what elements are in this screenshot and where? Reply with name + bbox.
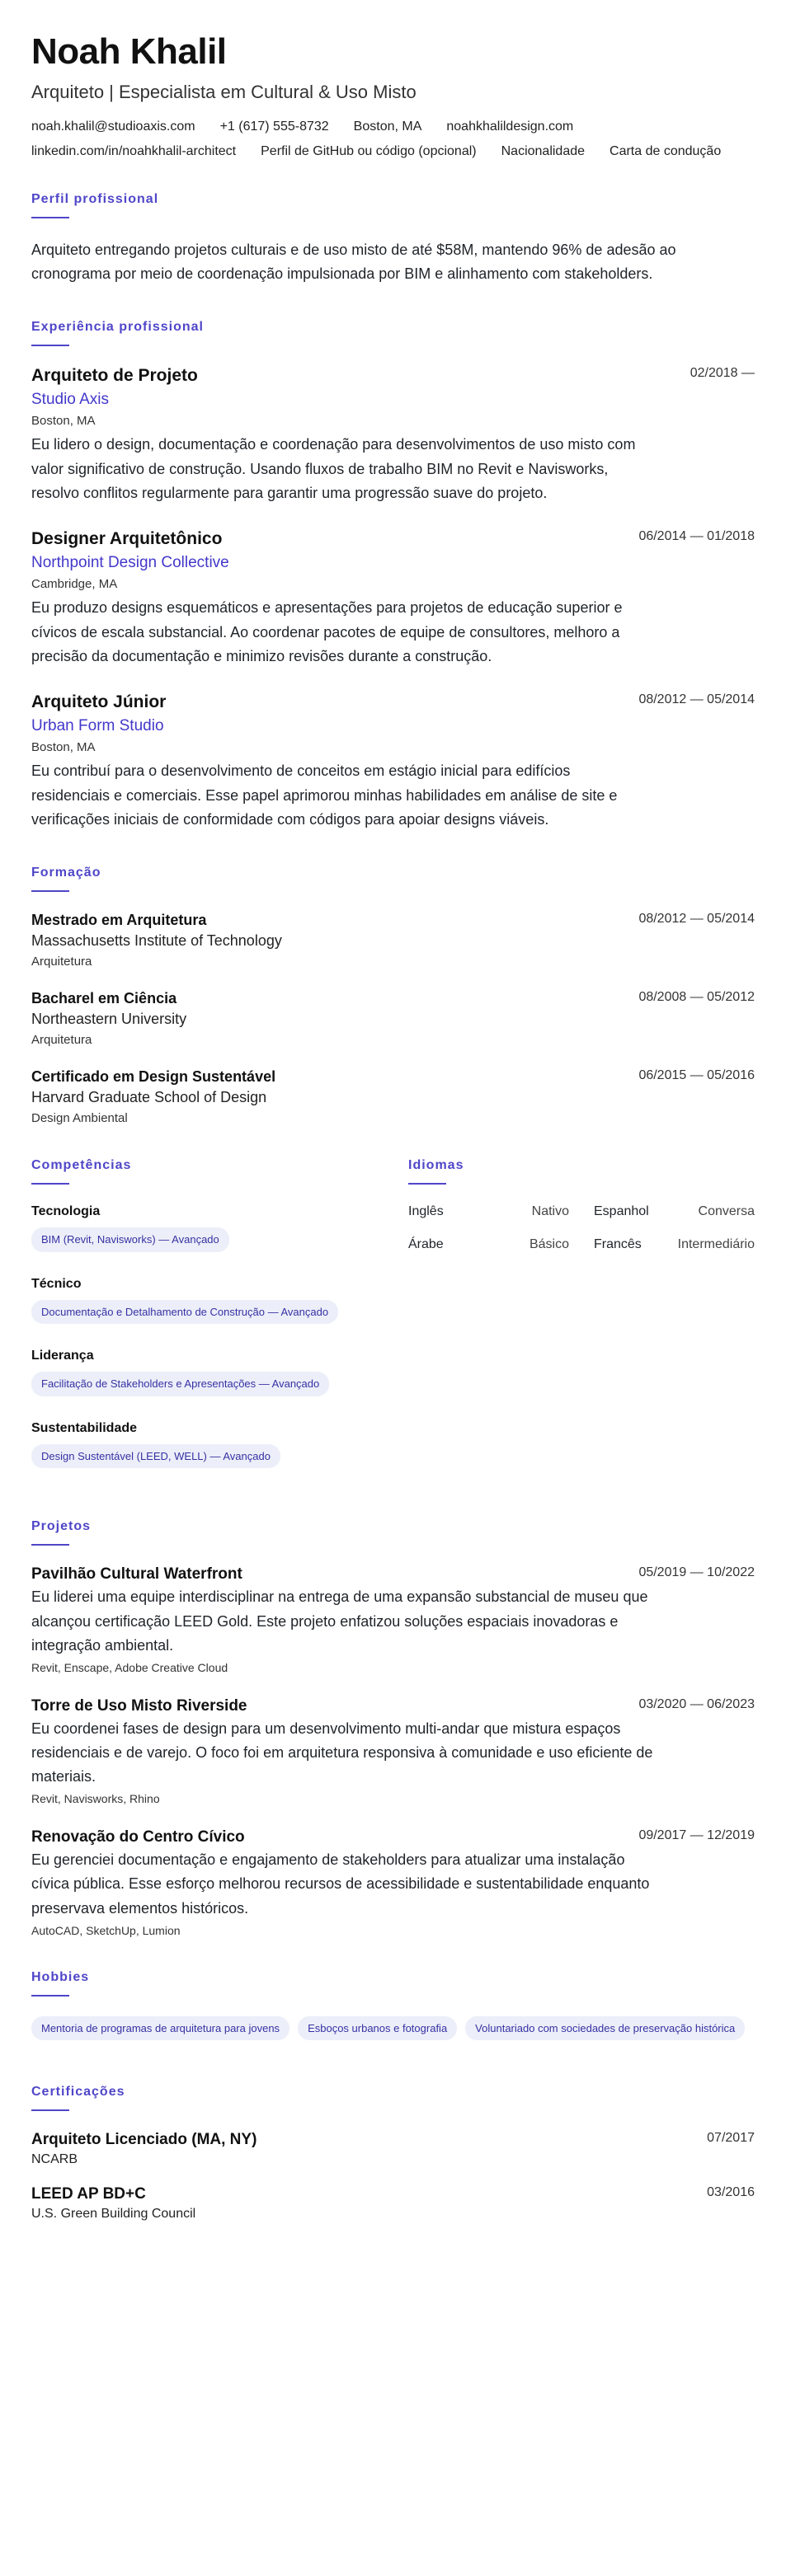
job-dates: 08/2012 — 05/2014 [638, 692, 755, 707]
language-list [408, 1204, 755, 1252]
hobbies-section [31, 1970, 755, 2053]
project-title: Pavilhão Cultural Waterfront [31, 1565, 242, 1584]
skill-category: Técnico [31, 1276, 82, 1291]
contact-nationality: Nacionalidade [501, 143, 586, 158]
section-divider [31, 1183, 69, 1185]
skills-languages-section [31, 1158, 755, 1486]
language-level: Intermediário [677, 1237, 755, 1252]
job-location: Cambridge, MA [31, 577, 118, 592]
skill-tag: Documentação e Detalhamento de Construção — Avançado [31, 1300, 338, 1325]
job-description: Eu produzo designs esquemáticos e apresentações para projetos de educação superior e cívicos de escala substancial. Ao coordenar pacotes de equipe de consultores, melhoro a precisão da documentação e minimizo revisões durante a construção. [31, 599, 623, 665]
contact-email[interactable]: noah.khalil@studioaxis.com [31, 119, 195, 134]
language-level: Conversa [698, 1204, 755, 1219]
hobby-tag: Voluntariado com sociedades de preservação histórica [465, 2016, 745, 2041]
job-entry [31, 366, 755, 506]
job-dates: 02/2018 — [690, 365, 755, 380]
certification-name: LEED AP BD+C [31, 2185, 146, 2203]
job-location: Boston, MA [31, 740, 96, 755]
certification-org: U.S. Green Building Council [31, 2207, 196, 2222]
project-entry [31, 1697, 755, 1805]
project-description: Eu coordenei fases de design para um desenvolvimento multi-andar que mistura espaços residenciais e de varejo. O foco foi em arquitetura responsiva à comunidade e uso eficiente de materiais. [31, 1720, 653, 1785]
experience-section [31, 320, 755, 833]
certification-org: NCARB [31, 2152, 78, 2167]
section-divider [31, 1995, 69, 1997]
section-divider [31, 890, 69, 892]
education-degree: Bacharel em Ciência [31, 990, 177, 1007]
language-item [408, 1204, 569, 1219]
projects-section [31, 1519, 755, 1936]
section-divider [31, 217, 69, 218]
language-item [408, 1237, 569, 1252]
skill-tag: Design Sustentável (LEED, WELL) — Avançado [31, 1444, 280, 1469]
language-item [594, 1204, 755, 1219]
job-title: Designer Arquitetônico [31, 529, 223, 549]
skill-tag: Facilitação de Stakeholders e Apresentações — Avançado [31, 1372, 329, 1396]
job-entry [31, 692, 755, 833]
section-title: Perfil profissional [31, 191, 159, 206]
project-tools: AutoCAD, SketchUp, Lumion [31, 1923, 181, 1937]
education-entry [31, 1068, 755, 1125]
job-company: Urban Form Studio [31, 717, 164, 735]
project-title: Torre de Uso Misto Riverside [31, 1696, 247, 1715]
skill-category: Liderança [31, 1349, 94, 1363]
certification-name: Arquiteto Licenciado (MA, NY) [31, 2131, 257, 2149]
profile-summary: Arquiteto entregando projetos culturais e de uso misto de até $58M, mantendo 96% de adesão ao cronograma por meio de coordenação impulsionada por BIM e alinhamento com stakeholders. [31, 241, 676, 283]
education-entry [31, 990, 755, 1047]
candidate-subtitle: Arquiteto | Especialista em Cultural & Uso Misto [31, 81, 417, 102]
certification-entry [31, 2185, 755, 2222]
education-school: Northeastern University [31, 1011, 187, 1028]
candidate-name: Noah Khalil [31, 31, 227, 72]
section-title: Certificações [31, 2085, 125, 2100]
education-dates: 06/2015 — 05/2016 [638, 1068, 755, 1083]
skill-category: Sustentabilidade [31, 1420, 138, 1435]
language-name: Espanhol [594, 1204, 649, 1219]
section-title: Experiência profissional [31, 319, 204, 334]
project-dates: 03/2020 — 06/2023 [638, 1696, 755, 1711]
contact-driving-license: Carta de condução [610, 143, 722, 158]
education-field: Design Ambiental [31, 1111, 128, 1126]
job-entry [31, 529, 755, 669]
project-tools: Revit, Navisworks, Rhino [31, 1792, 160, 1806]
education-degree: Certificado em Design Sustentável [31, 1068, 276, 1086]
certifications-section [31, 2085, 755, 2222]
contact-github[interactable]: Perfil de GitHub ou código (opcional) [261, 143, 477, 158]
job-company: Northpoint Design Collective [31, 554, 229, 572]
contact-location: Boston, MA [353, 119, 422, 134]
education-dates: 08/2012 — 05/2014 [638, 912, 755, 927]
language-name: Inglês [408, 1204, 444, 1219]
section-title: Hobbies [31, 1969, 90, 1984]
job-dates: 06/2014 — 01/2018 [638, 529, 755, 544]
language-level: Básico [529, 1237, 569, 1252]
language-level: Nativo [531, 1204, 569, 1219]
contact-list [31, 120, 755, 159]
job-description: Eu contribuí para o desenvolvimento de conceitos em estágio inicial para edifícios residenciais e comerciais. Esse papel aprimorou minhas habilidades em análise de site e verificações iniciais de conformidade com códigos para apoiar designs viáveis. [31, 762, 618, 828]
skills-column [31, 1158, 378, 1486]
education-section [31, 866, 755, 1125]
language-name: Francês [594, 1237, 642, 1252]
section-title: Competências [31, 1158, 132, 1173]
contact-website[interactable]: noahkhalildesign.com [446, 119, 574, 134]
hobby-tag: Esboços urbanos e fotografia [298, 2016, 457, 2041]
section-divider [408, 1183, 446, 1185]
section-title: Idiomas [408, 1158, 464, 1173]
education-school: Harvard Graduate School of Design [31, 1089, 267, 1106]
job-location: Boston, MA [31, 413, 96, 428]
project-title: Renovação do Centro Cívico [31, 1828, 245, 1846]
section-title: Projetos [31, 1519, 92, 1534]
job-title: Arquiteto de Projeto [31, 365, 198, 385]
job-title: Arquiteto Júnior [31, 692, 167, 712]
project-entry [31, 1565, 755, 1673]
education-school: Massachusetts Institute of Technology [31, 932, 282, 950]
project-tools: Revit, Enscape, Adobe Creative Cloud [31, 1660, 228, 1674]
contact-linkedin[interactable]: linkedin.com/in/noahkhalil-architect [31, 143, 237, 158]
language-name: Árabe [408, 1237, 444, 1252]
contact-phone[interactable]: +1 (617) 555-8732 [219, 119, 329, 134]
education-entry [31, 912, 755, 969]
job-description: Eu lidero o design, documentação e coordenação para desenvolvimentos de uso misto com valor significativo de construção. Usando fluxos de trabalho BIM no Revit e Navisworks, resolvo conflitos regularmente para garantir uma progressão suave do projeto. [31, 435, 636, 502]
project-description: Eu gerenciei documentação e engajamento de stakeholders para atualizar uma instalação cívica pública. Esse esforço melhorou recursos de acessibilidade e sustentabilidade enquanto preservava elementos históricos. [31, 1851, 650, 1917]
project-dates: 05/2019 — 10/2022 [638, 1565, 755, 1580]
project-description: Eu liderei uma equipe interdisciplinar na entrega de uma expansão substancial de museu que alcançou certificação LEED Gold. Este projeto enfatizou soluções espaciais inovadoras e integração ambiental. [31, 1588, 648, 1654]
language-item [594, 1237, 755, 1252]
section-divider [31, 1544, 69, 1546]
education-dates: 08/2008 — 05/2012 [638, 990, 755, 1005]
section-divider [31, 2109, 69, 2111]
languages-column [408, 1158, 755, 1486]
certification-date: 07/2017 [707, 2131, 755, 2146]
profile-section [31, 192, 755, 287]
hobby-list [31, 2016, 755, 2053]
education-field: Arquitetura [31, 955, 92, 969]
education-field: Arquitetura [31, 1033, 92, 1048]
section-title: Formação [31, 866, 101, 880]
certification-entry [31, 2131, 755, 2167]
project-dates: 09/2017 — 12/2019 [638, 1828, 755, 1843]
certification-date: 03/2016 [707, 2185, 755, 2200]
section-divider [31, 345, 69, 346]
education-degree: Mestrado em Arquitetura [31, 912, 207, 929]
project-entry [31, 1828, 755, 1936]
skill-tag: BIM (Revit, Navisworks) — Avançado [31, 1227, 229, 1252]
skill-category: Tecnologia [31, 1204, 101, 1219]
hobby-tag: Mentoria de programas de arquitetura para jovens [31, 2016, 289, 2041]
job-company: Studio Axis [31, 390, 109, 408]
